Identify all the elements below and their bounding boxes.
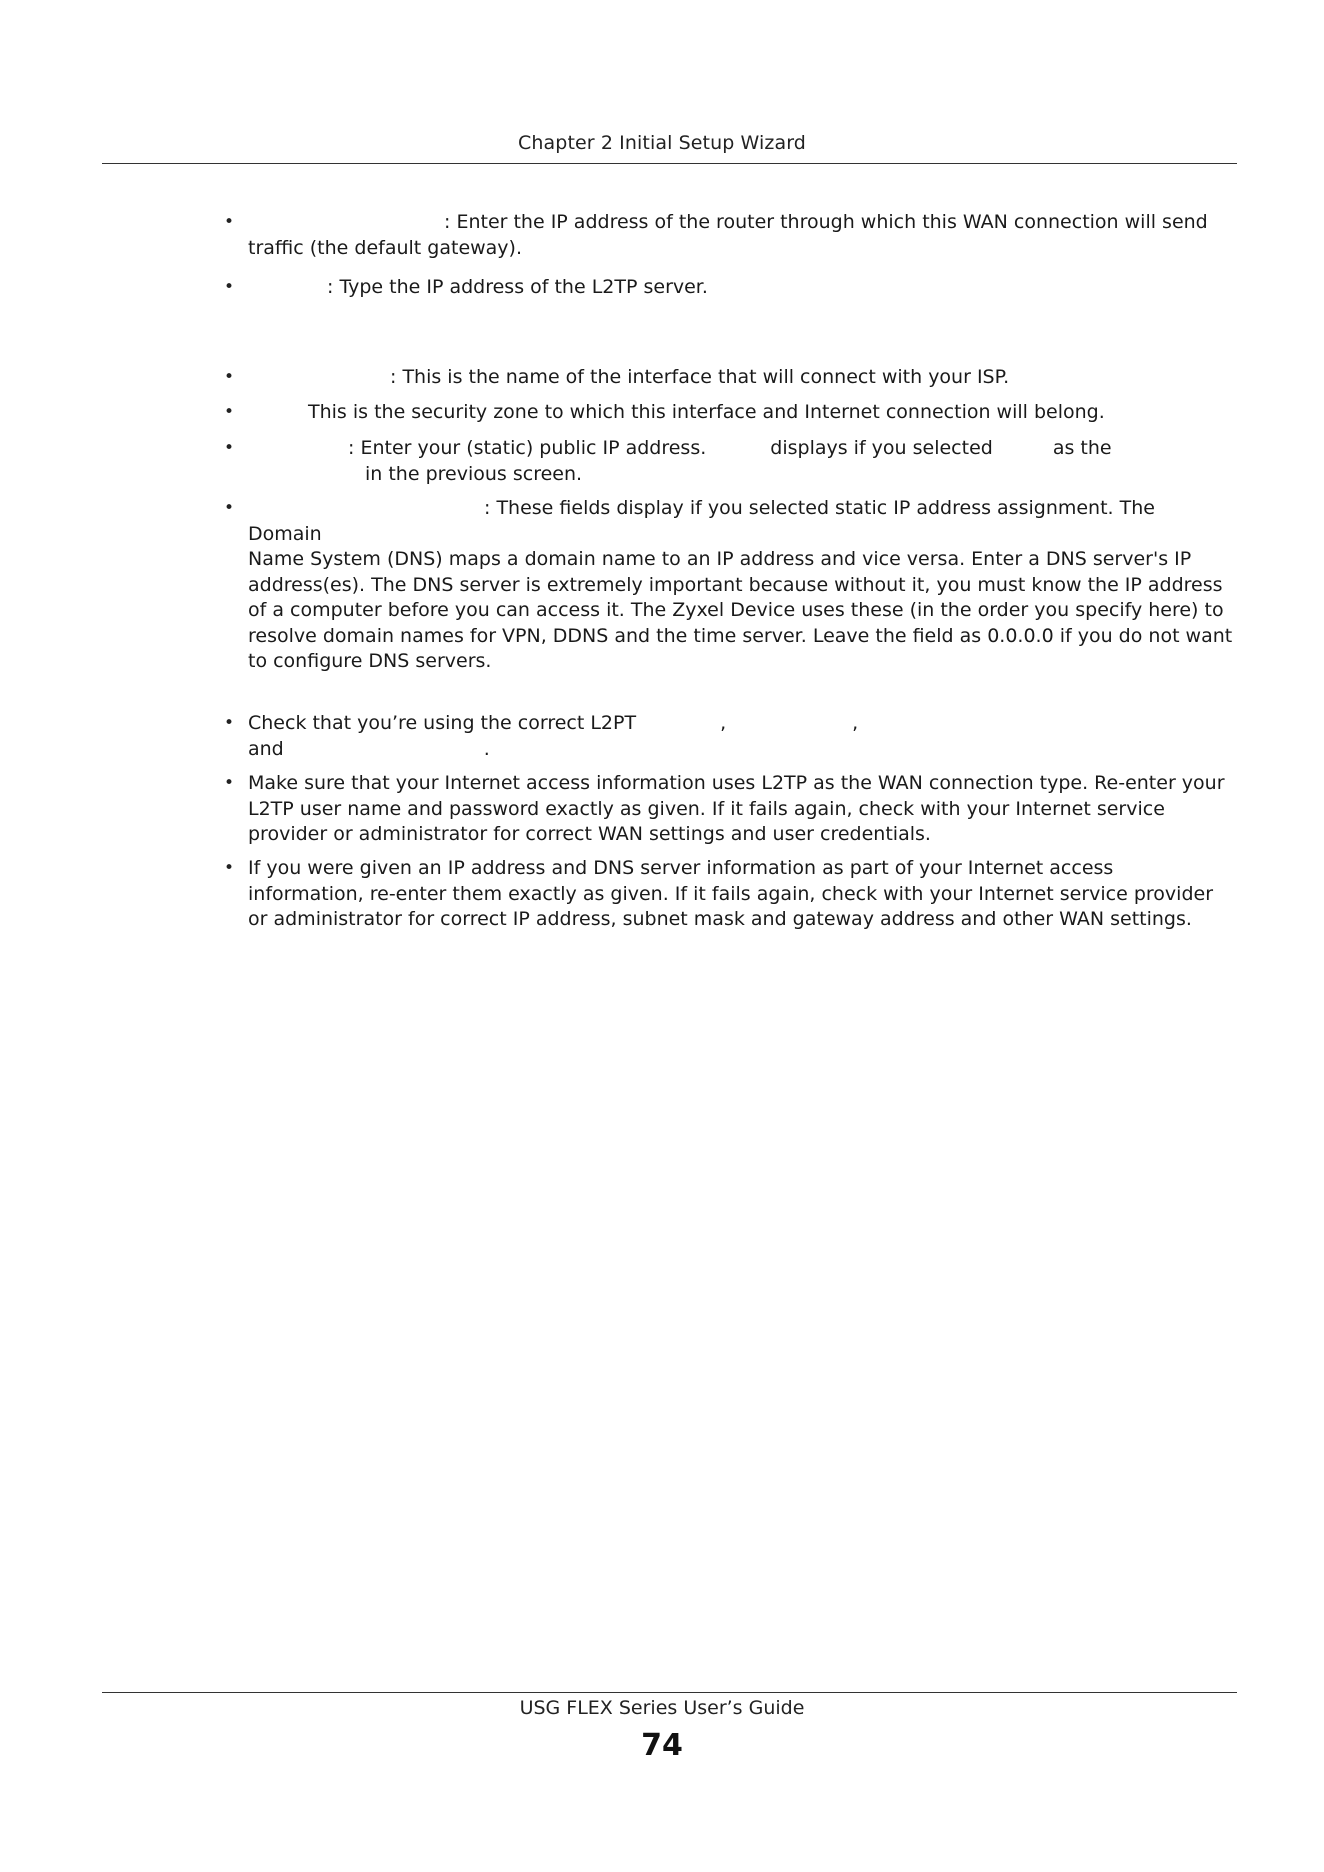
list-item-ip-dns-info: [248, 856, 1233, 933]
ip-dns-line-2: information, re-enter them exactly as given. If it fails again, check with your Internet service provider: [248, 882, 1214, 905]
bullet-marker: •: [224, 858, 235, 878]
bullet-marker: •: [224, 212, 235, 232]
zone-line-1: This is the security zone to which this interface and Internet connection will belong.: [308, 401, 1105, 423]
bullet-marker: •: [224, 713, 235, 733]
dns-line-5: resolve domain names for VPN, DDNS and the time server. Leave the field as 0.0.0.0 if you do not want: [248, 624, 1233, 647]
ip-address-line-2: displays if you selected: [770, 437, 993, 459]
dns-line-1: : These fields display if you selected static IP address assignment. The Domain: [248, 497, 1155, 545]
bullet-marker: •: [224, 367, 235, 387]
ip-address-line-4: in the previous screen.: [365, 462, 583, 485]
list-item-l2tp-info: [248, 771, 1233, 848]
check-period: .: [483, 737, 490, 760]
footer-title: USG FLEX Series User’s Guide: [519, 1697, 805, 1719]
l2tp-info-line-3: provider or administrator for correct WAN settings and user credentials.: [248, 823, 931, 845]
dns-line-2: Name System (DNS) maps a domain name to an IP address and vice versa. Enter a DNS server's IP: [248, 548, 1192, 570]
gateway-line-2: traffic (the default gateway).: [248, 236, 523, 259]
ip-address-line-3: as the: [1052, 437, 1112, 459]
ip-dns-line-3: or administrator for correct IP address, subnet mask and gateway address and other WAN settings.: [248, 908, 1192, 930]
list-item-dns: [248, 496, 1233, 675]
running-header: Chapter 2 Initial Setup Wizard: [518, 132, 806, 154]
list-item-check-l2pt: [248, 711, 1233, 762]
bullet-marker: •: [224, 277, 235, 297]
l2tp-info-line-1: Make sure that your Internet access information uses L2TP as the WAN connection type. Re-enter your: [248, 772, 1225, 794]
header-rule: [102, 163, 1237, 164]
interface-name-line-1: : This is the name of the interface that will connect with your ISP.: [390, 366, 1010, 388]
gateway-line-1: : Enter the IP address of the router through which this WAN connection will send: [444, 211, 1208, 233]
bullet-marker: •: [224, 773, 235, 793]
check-line-1: Check that you’re using the correct L2PT: [248, 712, 637, 734]
list-item-interface-name: [248, 365, 1233, 391]
bullet-marker: •: [224, 498, 235, 518]
footer-rule: [102, 1692, 1237, 1693]
list-item-ip-address: [248, 436, 1233, 487]
dns-line-4: of a computer before you can access it. The Zyxel Device uses these (in the order you specify here) to: [248, 599, 1224, 621]
server-ip-line-1: : Type the IP address of the L2TP server.: [327, 276, 708, 298]
list-item-gateway: [248, 210, 1233, 261]
page-number: 74: [641, 1728, 683, 1763]
dns-line-6: to configure DNS servers.: [248, 650, 492, 672]
ip-dns-line-1: If you were given an IP address and DNS server information as part of your Internet access: [248, 857, 1114, 879]
bullet-marker: •: [224, 438, 235, 458]
bullet-marker: •: [224, 402, 235, 422]
check-comma-1: ,: [720, 712, 727, 734]
l2tp-info-line-2: L2TP user name and password exactly as given. If it fails again, check with your Internet service: [248, 797, 1165, 820]
check-line-2: and: [248, 737, 284, 760]
check-comma-2: ,: [852, 712, 859, 734]
list-item-zone: [248, 400, 1233, 426]
dns-line-3: address(es). The DNS server is extremely important because without it, you must know the IP address: [248, 573, 1223, 596]
ip-address-line-1: : Enter your (static) public IP address.: [348, 437, 707, 459]
list-item-server-ip: [248, 275, 1233, 301]
